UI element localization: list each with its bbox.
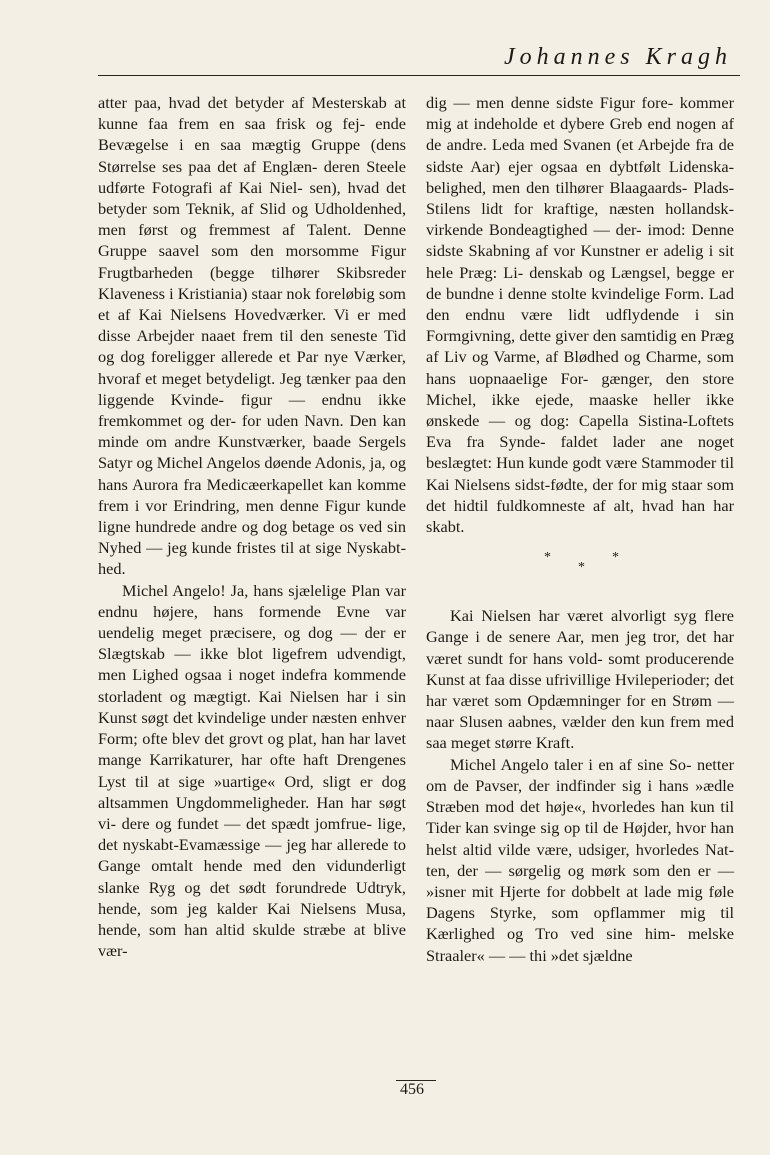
text-line: faldet lader ane noget beslægtet: Hun (426, 432, 734, 473)
text-line: netter om de Pavser, der indfinder sig (426, 754, 734, 795)
text-line: imod: Denne sidste Skabning af vor (426, 220, 734, 261)
text-line: altid vilde være, udsiger, hvorledes Nat- (462, 839, 734, 859)
text-line: har ofte haft Drengenes Lyst til at sige (98, 750, 406, 791)
text-line: for uden Navn. Den kan minde om (98, 411, 406, 452)
text-line: og dog betage os ved sin Nyhed — (98, 517, 406, 558)
header-title: Johannes Kragh (504, 44, 732, 70)
text-line: dere og fundet — det spædt jomfrue- (121, 813, 372, 833)
text-line: Formgivning, dette giver den samtidig (426, 326, 677, 346)
text-line: han altid skulde stræbe at blive vær- (98, 919, 407, 961)
text-line: kommer mig at indeholde et dybere (426, 93, 734, 134)
text-line: Værker, hvoraf et meget betydeligt. (98, 347, 406, 388)
text-line: en Præg af Liv og Varme, af Blødhed (426, 326, 734, 367)
paragraph-kai-nielsen-syg (426, 605, 734, 753)
text-line: Capella Sistina-Loftets Eva fra Synde- (426, 411, 734, 452)
text-line: kunde godt være Stammoder til Kai (426, 453, 734, 494)
text-line: ufrivillige Hvileperioder; det har været (426, 669, 735, 711)
left-column (98, 92, 406, 961)
text-line: Kristiania) staar nok foreløbig som et af (98, 283, 406, 325)
text-line: den vidunderligt slanke Ryg og det (98, 856, 406, 897)
text-line: Aar) ejer ogsaa en dybtfølt Lidenska- (470, 156, 735, 176)
text-line: den endnu være lidt udflydende i sin (426, 305, 734, 325)
text-line: belighed, men den tilhører Blaagaards- (426, 177, 688, 197)
text-line: mig til Kærlighed og Tro ved sine him- (426, 903, 734, 944)
text-line: kan komme frem i vor Erindring, men (98, 474, 407, 515)
text-line: i hans »ædle Stræben mod det høje«, (426, 775, 734, 817)
text-line: dig — men denne sidste Figur fore- (426, 93, 674, 112)
text-line: denskab og Længsel, begge er de bundne (426, 262, 734, 303)
text-line: som Opdæmninger for en Strøm — (494, 691, 734, 711)
text-line: plat, han har lavet mange Karrikaturer, (98, 729, 406, 770)
text-line: sig op til de Højder, hvor han helst (426, 818, 735, 859)
text-line: melske Straaler« — — thi »det sjældne (426, 924, 734, 965)
text-line: enhver Form; ofte blev det grovt og (98, 707, 406, 749)
text-line: atter paa, hvad det betyder af Mesterskab (98, 93, 387, 112)
text-line: ten, der — sørgelig og mørk som den (426, 860, 691, 880)
text-line: Ungdommeligheder. Han har søgt vi- (98, 792, 407, 833)
header-rule (98, 75, 740, 76)
text-line: ende Bevægelse i en saa mægtig Gruppe (98, 114, 406, 155)
text-line: og Charme, som hans uopnaaelige For- (426, 347, 735, 388)
text-line: han har skabt. (426, 495, 734, 537)
text-line: naar Slusen aabnes, vælder den kun frem (426, 712, 701, 732)
text-line: Michel Angelo! Ja, hans sjælelige (122, 580, 347, 600)
text-line: flere Gange i de senere Aar, men jeg (426, 606, 734, 647)
text-line: og hans Aurora fra Medicæerkapellet (98, 453, 406, 494)
text-line: som det hidtil fuldkomneste af alt, hvad (426, 474, 735, 515)
text-line: Kunstner er adelig i sit hele Præg: Li- (426, 241, 734, 282)
text-line: »uartige« Ord, sligt er dog altsammen (98, 771, 406, 812)
text-line: andre Kunstværker, baade Sergels Satyr (98, 432, 407, 473)
text-line: og mægtigt. Kai Nielsen har i sin (169, 686, 407, 706)
text-line: Kai Nielsens Hovedværker. Vi er med (138, 305, 407, 325)
text-line: jeg kunde fristes til at sige Nyskabt- (167, 538, 406, 558)
text-line: er — »isner mit Hjerte for dobbelt at lade (426, 860, 735, 901)
text-line: den morsomme Figur Frugtbarheden (98, 241, 406, 282)
text-line: sødt forundrede Udtryk, hende, som jeg (98, 877, 407, 918)
running-header (98, 44, 740, 78)
text-line: dog — der er Slægtskab — ikke blot (98, 623, 406, 664)
text-line: allerede to Gange omtalt hende med (98, 835, 406, 876)
text-line: med Svanen (et Arbejde fra de sidste (426, 135, 734, 176)
text-line: hed. (98, 559, 126, 579)
text-line: Greb end nogen af de andre. Leda (426, 114, 735, 155)
text-line: (begge tilhører Skibsreder Klaveness i (98, 262, 406, 303)
text-line: sen), hvad det betyder som Teknik, af Slid (98, 177, 407, 219)
page-number: 456 (400, 1081, 424, 1098)
text-line: Nielsens sidst-fødte, der for mig staar (454, 474, 703, 494)
text-line: Evne var uendelig meget præcisere, og (98, 601, 406, 643)
right-column (426, 92, 734, 966)
text-line: maaske heller ikke ønskede — og dog: (426, 389, 734, 431)
text-line: ligefrem udvendigt, men Lighed ogsaa (98, 644, 406, 685)
text-line: med saa meget større Kraft. (426, 712, 734, 753)
text-line: Kunst søgt det kvindelige under næsten (98, 707, 358, 727)
text-line: figur — endnu ikke fremkommet og der- (98, 389, 407, 431)
text-line: deren Steele udførte Fotografi af Kai Niel- (98, 156, 406, 197)
text-line: mig føle Dagens Styrke, som opflammer (426, 881, 734, 923)
text-line: i denne stolte kvindelige Form. Lad (498, 283, 735, 303)
text-line: af Talent. Denne Gruppe saavel som (98, 220, 406, 261)
text-line: i noget indefra kommende storladent (98, 665, 406, 706)
text-line: Plan var endnu højere, hans formende (98, 580, 406, 621)
paragraph-michel-angelo-sonetter (426, 754, 734, 966)
section-break (426, 547, 734, 595)
asterisk: * (612, 550, 619, 566)
text-line: kalder Kai Nielsens Musa, hende, som (98, 898, 407, 939)
text-line: hollandsk-virkende Bondeagtighed — der- (426, 199, 734, 240)
text-line: Jeg tænker paa den liggende Kvinde- (98, 368, 406, 409)
asterisk: * (544, 550, 551, 566)
asterisk: * (578, 560, 585, 576)
text-line: gænger, den store Michel, ikke ejede, (426, 368, 734, 409)
paragraph-dig-men-denne (426, 92, 734, 537)
text-line: disse Arbejder naaet frem til den seneste (98, 326, 378, 346)
text-line: somt producerende Kunst at faa disse (426, 648, 734, 689)
text-line: at kunne faa frem en saa frisk og fej- (98, 93, 406, 134)
text-line: (dens Størrelse ses paa det af Englæn- (98, 135, 406, 176)
text-line: Kai Nielsen har været alvorligt syg (450, 606, 697, 626)
text-line: lige, det nyskabt-Evamæssige — jeg har (98, 813, 406, 855)
text-line: og Michel Angelos døende Adonis, ja, (136, 453, 386, 473)
paragraph-atter-paa (98, 92, 406, 580)
paragraph-michel-angelo (98, 580, 406, 962)
text-line: Plads-Stilens lidt for kraftige, næsten (426, 177, 735, 219)
text-line: Michel Angelo taler i en af sine So- (450, 754, 692, 774)
text-line: og Udholdenhed, men først og fremmest (98, 199, 407, 240)
text-line: Tid og dog foreligger allerede et Par nye (98, 326, 406, 367)
text-line: hvorledes han kun til Tider kan svinge (426, 797, 734, 838)
text-line: denne Figur kunde ligne hundrede andre (98, 495, 406, 537)
text-line: tror, det har været sundt for hans vold- (426, 627, 734, 668)
